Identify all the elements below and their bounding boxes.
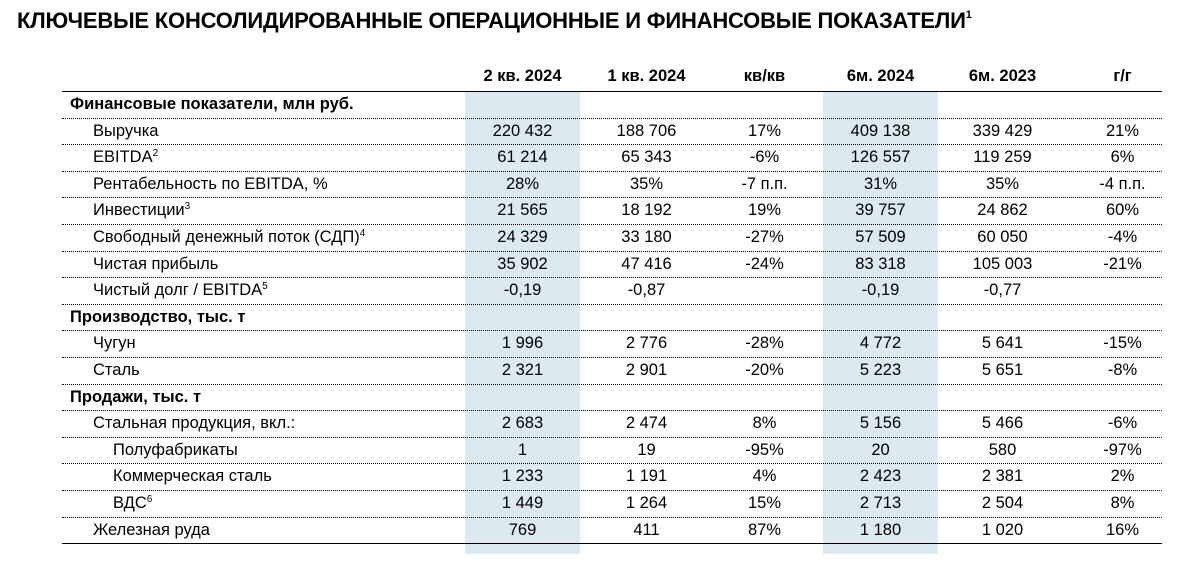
row-label [93,521,210,540]
row-label-text: Продажи, тыс. т [70,387,202,406]
value-cell: -15% [1103,334,1142,353]
row-label-text: Полуфабрикаты [113,440,238,459]
row-label [93,122,158,141]
row-label-text: Свободный денежный поток (СДП) [93,228,360,246]
row-label [93,175,328,194]
value-cell: 5 641 [981,334,1024,353]
value-cell: 1 996 [501,334,544,353]
row-label-text: Инвестиции [93,201,185,220]
value-cell: 21 565 [497,201,548,220]
footnote-marker: 2 [152,148,159,160]
column-header: 2 кв. 2024 [483,67,562,85]
value-cell: 5 651 [981,361,1024,379]
table-row [62,198,1162,225]
column-header: г/г [1113,67,1132,85]
row-label-text: Коммерческая сталь [113,467,272,486]
value-cell: 4% [752,467,777,486]
value-cell: 28% [505,174,540,193]
table-row [62,331,1162,358]
value-cell: 5 466 [981,414,1024,433]
row-label-text: Производство, тыс. т [70,307,246,326]
row-label-text: Стальная продукция, вкл.: [93,414,296,433]
value-cell: 769 [508,520,537,539]
value-cell: 31% [863,174,898,193]
row-label [70,388,201,407]
row-label-text: Чугун [93,334,136,353]
value-cell: -28% [745,334,784,353]
row-label [93,361,140,380]
row-label-text: Рентабельность по EBITDA, % [93,174,328,193]
value-cell: 188 706 [616,121,677,140]
value-cell: 16% [1105,520,1140,539]
value-cell: 83 318 [855,254,906,273]
value-cell: 61 214 [497,148,548,167]
row-label [93,281,268,300]
row-label [93,414,295,433]
value-cell: 2 901 [625,361,668,379]
table-row [62,411,1162,438]
title-footnote: 1 [965,9,972,21]
value-cell: 35% [985,174,1020,193]
value-cell: 6% [1110,148,1135,167]
column-header: 6м. 2024 [846,67,915,85]
value-cell: 5 156 [859,414,902,433]
table-row [62,518,1162,545]
column-header: 6м. 2023 [968,67,1037,85]
value-cell: 47 416 [621,254,672,273]
value-cell: 57 509 [855,228,906,246]
value-cell: 126 557 [850,148,911,167]
value-cell: 15% [747,494,782,512]
value-cell: -4 п.п. [1099,174,1146,193]
table-row [62,278,1162,305]
value-cell: -24% [745,254,784,273]
value-cell: 339 429 [972,121,1033,140]
value-cell: -0,19 [503,281,542,300]
row-label [93,334,136,353]
value-cell: 409 138 [850,121,911,140]
section-header-row [62,305,1162,332]
value-cell: 65 343 [621,148,672,167]
value-cell: 19% [747,201,782,220]
value-cell: 87% [747,520,782,539]
value-cell: -20% [745,361,784,379]
column-header: 1 кв. 2024 [607,67,686,85]
value-cell: 5 223 [859,361,902,379]
value-cell: -4% [1107,228,1138,246]
value-cell: 2 713 [859,494,902,512]
footnote-marker: 5 [262,281,268,293]
value-cell: 17% [747,121,782,140]
value-cell: 35 902 [497,254,548,273]
value-cell: 4 772 [859,334,902,353]
section-header-row [62,385,1162,412]
value-cell: 2 423 [859,467,902,486]
value-cell: -21% [1103,254,1142,273]
value-cell: -6% [1107,414,1138,433]
row-label-text: Чистая прибыль [93,254,219,273]
row-label [93,255,218,274]
row-label [113,441,238,460]
value-cell: 580 [988,440,1017,459]
value-cell: 2 474 [625,414,668,433]
table-row [62,358,1162,385]
row-label [93,148,158,167]
value-cell: 19 [637,440,656,459]
footnote-marker: 6 [146,494,153,505]
value-cell: 2 504 [981,494,1024,512]
value-cell: 1 233 [501,467,544,486]
section-header-row [62,92,1162,119]
value-cell: 8% [1110,494,1135,512]
table-row [62,119,1162,146]
footnote-marker: 3 [184,201,191,213]
value-cell: 24 329 [497,228,548,246]
value-cell: 8% [752,414,777,433]
table-row [62,172,1162,199]
row-label-text: ВДС [113,494,147,512]
value-cell: 33 180 [621,228,672,246]
table-row [62,252,1162,279]
value-cell: 60% [1105,201,1140,220]
title-text: КЛЮЧЕВЫЕ КОНСОЛИДИРОВАННЫЕ ОПЕРАЦИОННЫЕ И ФИНАНСОВЫЕ ПОКАЗАТЕЛИ [17,8,966,33]
value-cell: -97% [1103,440,1142,459]
row-divider [62,543,1162,544]
row-label-text: Финансовые показатели, млн руб. [70,95,354,113]
value-cell: 2 776 [625,334,668,353]
value-cell: 119 259 [973,148,1032,167]
table-row [62,145,1162,172]
value-cell: 2 381 [981,467,1024,486]
value-cell: 1 020 [981,520,1024,539]
value-cell: 35% [629,174,664,193]
value-cell: 1 180 [859,520,902,539]
value-cell: -8% [1107,361,1138,379]
value-cell: 1 [517,440,528,459]
value-cell: 1 191 [625,467,668,486]
value-cell: -7 п.п. [741,174,788,193]
value-cell: 60 050 [977,228,1028,246]
row-label-text: Чистый долг / EBITDA [93,281,263,300]
row-label [93,201,190,220]
row-label-text: Выручка [93,121,159,140]
row-label-text: Сталь [93,361,140,379]
value-cell: -95% [745,440,784,459]
value-cell: -0,87 [627,281,666,300]
value-cell: 20 [871,440,890,459]
value-cell: 2 683 [501,414,544,433]
value-cell: 21% [1105,121,1140,140]
value-cell: 39 757 [855,201,906,220]
table-row [62,225,1162,252]
table-row [62,464,1162,491]
row-label [113,494,152,513]
row-label [70,308,245,327]
row-label [113,467,272,486]
value-cell: 1 264 [625,494,668,512]
footnote-marker: 4 [359,228,366,239]
row-label-text: Железная руда [93,520,210,539]
row-label-text: EBITDA [93,148,153,167]
row-label [93,228,365,247]
value-cell: 18 192 [621,201,672,220]
value-cell: 2% [1110,467,1135,486]
value-cell: 1 449 [501,494,544,512]
row-label [70,95,354,114]
value-cell: 411 [633,520,660,539]
page-title [17,8,972,34]
table-row [62,438,1162,465]
table-row [62,491,1162,518]
value-cell: 2 321 [501,361,544,379]
value-cell: -27% [745,228,784,246]
value-cell: 24 862 [977,201,1028,220]
value-cell: 220 432 [492,121,553,140]
value-cell: -0,77 [983,281,1022,300]
column-header: кв/кв [743,67,786,85]
value-cell: 105 003 [972,254,1033,273]
value-cell: -6% [749,148,780,167]
value-cell: -0,19 [861,281,900,300]
